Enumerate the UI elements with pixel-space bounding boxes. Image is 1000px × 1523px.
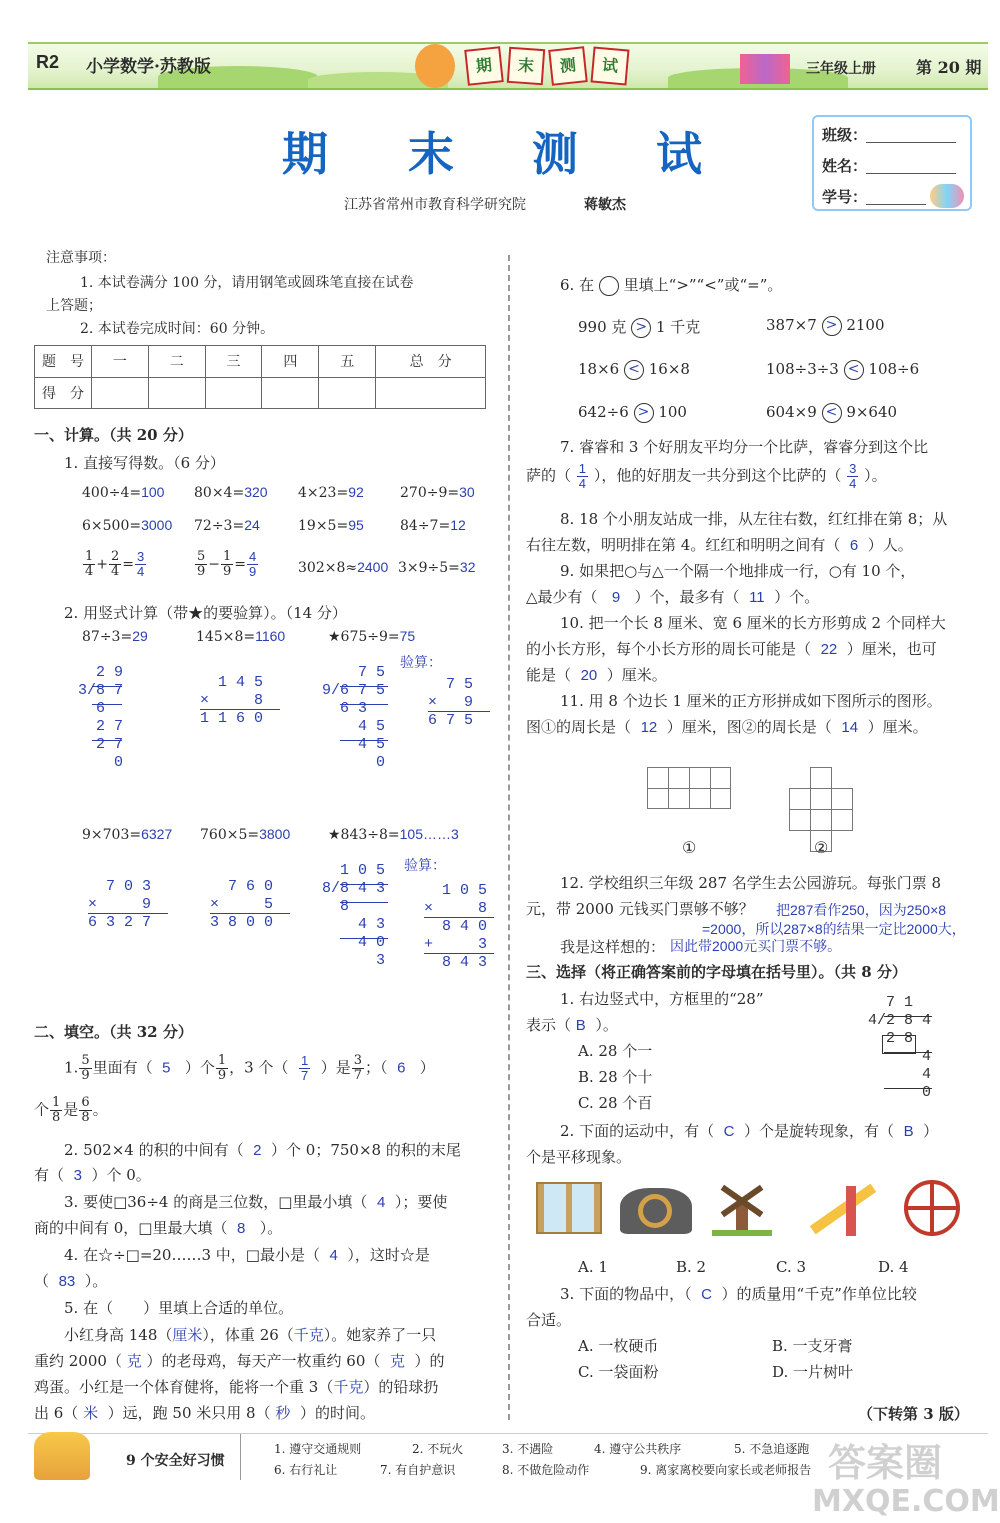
- fill-question: （ 83 ）。: [34, 1272, 108, 1290]
- vertical-calc-label: ★675÷9=75: [328, 628, 416, 645]
- header-tag: 末: [507, 47, 545, 85]
- division-line: [884, 1052, 932, 1053]
- footer-item: 1. 遵守交通规则: [274, 1442, 362, 1456]
- header-tag: 期: [464, 46, 504, 86]
- figure-2-square: [810, 809, 832, 831]
- author-name: 蒋敏杰: [584, 197, 626, 213]
- score-header-cell: 三: [205, 346, 262, 378]
- calc-item: 302×8≈2400: [298, 559, 389, 576]
- choice-option[interactable]: B. 2: [676, 1258, 707, 1276]
- question-heading: 2. 用竖式计算（带★的要验算）。（14 分）: [64, 604, 347, 622]
- header-code: R2: [36, 52, 60, 72]
- calc-item: 270÷9=30: [400, 484, 475, 501]
- score-header-cell: 二: [148, 346, 205, 378]
- class-label: 班级：: [822, 126, 868, 144]
- compare-item: 387×7 > 2100: [766, 316, 885, 334]
- choice-question: 3. 下面的物品中，（ C ）的质量用“千克”作单位比较: [560, 1285, 917, 1303]
- choice-question: 个是平移现象。: [526, 1148, 632, 1166]
- vertical-calc-label: 87÷3=29: [82, 628, 148, 645]
- fill-question: 个 $\frac{1}{8}$ 是 $\frac{6}{8}$ 。: [34, 1095, 108, 1125]
- calc-item: 80×4=320: [194, 484, 268, 501]
- score-row-label: 得 分: [35, 377, 92, 409]
- vertical-division-figure: 7 1 4/2 8 4 2 8 4 4 0: [868, 994, 932, 1101]
- check-label: 验算：: [404, 857, 446, 873]
- calc-item: 3×9÷5=32: [398, 559, 476, 576]
- fill-question: 右往左数，明明排在第 4。红红和明明之间有（ 6 ）人。: [526, 536, 913, 554]
- choice-option[interactable]: C. 3: [776, 1258, 807, 1276]
- notes-heading: 注意事项：: [46, 250, 116, 266]
- fill-question: 鸡蛋。小红是一个体育健将，能将一个重 3（千克）的铅球扔: [34, 1378, 439, 1396]
- figure-2-square: [789, 809, 811, 831]
- footer-item: 2. 不玩火: [412, 1442, 464, 1456]
- division-line: [340, 938, 388, 939]
- division-line: [92, 704, 122, 705]
- score-header-cell: 五: [319, 346, 376, 378]
- header-issue: 第 20 期: [916, 58, 982, 77]
- class-field[interactable]: [866, 142, 956, 143]
- header-tag: 试: [590, 46, 629, 85]
- fill-question: 5. 在（ ）里填上合适的单位。: [64, 1299, 294, 1317]
- title-char: 试: [656, 127, 702, 181]
- multiplication-line: [424, 917, 494, 918]
- figure-2-label: ②: [814, 838, 829, 857]
- division-line: [340, 704, 388, 705]
- choice-option[interactable]: A. 1: [578, 1258, 608, 1276]
- calc-item: 72÷3=24: [194, 517, 260, 534]
- multiplication-line: [88, 913, 168, 914]
- watermark-site: MXQE.COM: [812, 1484, 1000, 1519]
- note-item: 上答题；: [46, 298, 102, 314]
- section-heading: 一、计算。（共 20 分）: [34, 426, 193, 444]
- score-header-cell: 一: [91, 346, 148, 378]
- fill-question: 的小长方形，每个小长方形的周长可能是（ 22 ）厘米，也可: [526, 640, 937, 658]
- section-heading: 三、选择（将正确答案前的字母填在括号里）。（共 8 分）: [526, 963, 907, 981]
- score-header-cell: 题 号: [35, 346, 92, 378]
- score-cell[interactable]: [319, 377, 376, 409]
- logo-placeholder: [30, 122, 175, 208]
- fill-question: 12. 学校组织三年级 287 名学生去公园游玩。每张门票 8: [560, 874, 942, 892]
- score-cell[interactable]: [262, 377, 319, 409]
- figure-1-label: ①: [682, 838, 697, 857]
- score-cell[interactable]: [376, 377, 486, 409]
- fill-question: 小红身高 148（厘米），体重 26（千克）。她家养了一只: [64, 1326, 437, 1344]
- tiger-mascot-icon: [415, 44, 455, 88]
- sliding-window-icon: [536, 1182, 602, 1234]
- steering-wheel-icon: [620, 1188, 692, 1234]
- vertical-division-work: 2 9 3/8 7 6 2 7 2 7 0: [78, 664, 124, 771]
- choice-option[interactable]: D. 一片树叶: [772, 1363, 854, 1381]
- score-cell[interactable]: [205, 377, 262, 409]
- student-id-label: 学号：: [822, 188, 868, 206]
- division-line: [340, 902, 388, 903]
- footer-item: 4. 遵守公共秩序: [594, 1442, 682, 1456]
- name-field[interactable]: [866, 173, 956, 174]
- figure-2-square: [831, 809, 853, 831]
- fill-question: 元，带 2000 元钱买门票够不够？: [526, 900, 754, 918]
- fill-question: 7. 睿睿和 3 个好朋友平均分一个比萨，睿睿分到这个比: [560, 438, 929, 456]
- header-subject: 小学数学·苏教版: [86, 57, 211, 77]
- column-divider: [508, 255, 510, 1420]
- compare-item: 604×9 < 9×640: [766, 403, 898, 421]
- check-work: 7 5 × 9 6 7 5: [428, 676, 474, 729]
- vertical-multiplication-work: 1 4 5 × 8 1 1 6 0: [200, 674, 264, 727]
- vertical-calc-label: 9×703=6327: [82, 826, 173, 843]
- calc-item: 4×23=92: [298, 484, 364, 501]
- author-org: 江苏省常州市教育科学研究院: [344, 197, 526, 213]
- note-item: 2. 本试卷完成时间：60 分钟。: [80, 321, 275, 337]
- header-tag: 测: [548, 46, 588, 86]
- name-label: 姓名：: [822, 157, 868, 175]
- footer-item: 6. 右行礼让: [274, 1463, 338, 1477]
- choice-option[interactable]: C. 一袋面粉: [578, 1363, 659, 1381]
- fill-question: 重约 2000（ 克 ）的老母鸡，每天产一枚重约 60（ 克 ）的: [34, 1352, 445, 1370]
- fraction-calc-item: $\frac{5}{9}$ − $\frac{1}{9}$ = $\frac{4}{9}$: [197, 549, 257, 579]
- vertical-multiplication-work: 7 6 0 × 5 3 8 0 0: [210, 878, 274, 931]
- score-header-cell: 总 分: [376, 346, 486, 378]
- addition-line: [424, 953, 494, 954]
- fill-question: △最少有（ 9 ）个，最多有（ 11 ）个。: [526, 588, 820, 606]
- division-line: [884, 1088, 932, 1089]
- section-heading: 二、填空。（共 32 分）: [34, 1023, 193, 1041]
- watermark-text: 答案圈: [828, 1441, 943, 1485]
- fill-question: 9. 如果把○与△一个隔一个地排成一行，○有 10 个，: [560, 562, 916, 580]
- blank-circle-icon: [599, 276, 619, 296]
- score-table: [34, 345, 486, 409]
- division-bar: [92, 686, 122, 687]
- score-cell[interactable]: [91, 377, 148, 409]
- fill-question: 萨的（ $\frac{1}{4}$ ），他的好朋友一共分到这个比萨的（ $\frac{3}{4}$ ）。: [526, 461, 887, 491]
- check-work: 1 0 5 × 8 8 4 0 + 3 8 4 3: [424, 882, 488, 971]
- note-item: 1. 本试卷满分 100 分，请用钢笔或圆珠笔直接在试卷: [80, 275, 414, 291]
- figure-2-square: [810, 788, 832, 810]
- division-bar: [340, 884, 388, 885]
- choice-question: 2. 下面的运动中，有（ C ）个是旋转现象，有（ B ）: [560, 1122, 939, 1140]
- division-bar: [340, 686, 388, 687]
- vertical-division-work: 7 5 9/6 7 5 6 3 4 5 4 5 0: [322, 664, 386, 771]
- score-cell[interactable]: [148, 377, 205, 409]
- choice-option[interactable]: A. 28 个一: [578, 1042, 653, 1060]
- choice-option[interactable]: A. 一枚硬币: [578, 1337, 659, 1355]
- multiplication-line: [428, 711, 490, 712]
- footer-item: 7. 有自护意识: [380, 1463, 456, 1477]
- fill-question: 能是（ 20 ）厘米。: [526, 666, 667, 684]
- fill-question: 3. 要使□36÷4 的商是三位数，□里最小填（ 4 ）；要使: [64, 1193, 448, 1211]
- giraffe-icon: [930, 184, 964, 208]
- vertical-calc-label: 760×5=3800: [200, 826, 291, 843]
- question-heading: 1. 直接写得数。（6 分）: [64, 454, 225, 472]
- ferris-wheel-icon: [904, 1180, 960, 1236]
- footer-item: 3. 不遇险: [502, 1442, 554, 1456]
- footer-item: 9. 离家离校要向家长或老师报告: [640, 1463, 812, 1477]
- fill-question: 8. 18 个小朋友站成一排，从左往右数，红红排在第 8；从: [560, 510, 948, 528]
- calc-item: 19×5=95: [298, 517, 364, 534]
- fill-question: 10. 把一个长 8 厘米、宽 6 厘米的长方形剪成 2 个同样大: [560, 614, 946, 632]
- figure-2-square: [831, 788, 853, 810]
- choice-option[interactable]: D. 4: [878, 1258, 909, 1276]
- title-char: 末: [408, 127, 454, 181]
- choice-question: 1. 右边竖式中，方框里的“28”: [560, 990, 764, 1008]
- figure-1-grid: [647, 767, 731, 809]
- giraffe-mascot-icon: [34, 1432, 90, 1480]
- fill-question: 有（ 3 ）个 0。: [34, 1166, 151, 1184]
- fill-question: 我是这样想的：: [560, 938, 666, 956]
- calc-item: 84÷7=12: [400, 517, 466, 534]
- choice-option[interactable]: B. 一支牙膏: [772, 1337, 853, 1355]
- division-bar: [884, 1016, 932, 1017]
- fill-question: 6. 在 里填上“>”“<”或“=”。: [560, 276, 783, 294]
- fill-question: 1. $\frac{5}{9}$ 里面有（ 5 ）个 $\frac{1}{9}$ ，3 个（ $\frac{1}{7}$ ）是 $\frac{3}{7}$ ；（ 6 ）: [64, 1053, 435, 1083]
- compare-item: 108÷3÷3 < 108÷6: [766, 360, 920, 378]
- answer-text: 因此带2000元买门票不够。: [670, 938, 842, 954]
- multiplication-line: [210, 913, 290, 914]
- fill-question: 商的中间有 0，□里最大填（ 8 ）。: [34, 1219, 283, 1237]
- multiplication-line: [200, 709, 280, 710]
- title-char: 期: [282, 127, 328, 181]
- compare-item: 990 克 > 1 千克: [578, 318, 701, 336]
- student-id-field[interactable]: [866, 204, 926, 205]
- fill-question: 2. 502×4 的积的中间有（ 2 ）个 0；750×8 的积的末尾: [64, 1141, 461, 1159]
- calc-item: 400÷4=100: [82, 484, 165, 501]
- footer-item: 5. 不急追逐跑: [734, 1442, 810, 1456]
- answer-text: 把287看作250，因为250×8: [776, 902, 947, 918]
- castle-icon: [740, 54, 790, 84]
- figure-2-square: [810, 767, 832, 789]
- fill-question: 4. 在☆÷□=20……3 中，□最小是（ 4 ），这时☆是: [64, 1246, 430, 1264]
- fill-question: 出 6（ 米 ）远，跑 50 米只用 8（ 秒 ）的时间。: [34, 1404, 375, 1422]
- check-label: 验算：: [400, 654, 442, 670]
- choice-question: 表示（ B ）。: [526, 1016, 618, 1034]
- fill-question: 图①的周长是（ 12 ）厘米，图②的周长是（ 14 ）厘米。: [526, 718, 928, 736]
- footer-item: 8. 不做危险动作: [502, 1463, 590, 1477]
- choice-option[interactable]: B. 28 个十: [578, 1068, 653, 1086]
- choice-option[interactable]: C. 28 个百: [578, 1094, 653, 1112]
- calc-item: 6×500=3000: [82, 517, 173, 534]
- compare-item: 18×6 < 16×8: [578, 360, 690, 378]
- score-header-cell: 四: [262, 346, 319, 378]
- vertical-division-work: 1 0 5 8/8 4 3 8 4 3 4 0 3: [322, 862, 386, 969]
- footer-title: 9 个安全好习惯: [126, 1453, 225, 1469]
- division-line: [340, 740, 388, 741]
- footer-divider: [240, 1434, 241, 1480]
- title-char: 测: [532, 127, 578, 181]
- vertical-multiplication-work: 7 0 3 × 9 6 3 2 7: [88, 878, 152, 931]
- fill-question: 11. 用 8 个边长 1 厘米的正方形拼成如下图所示的图形。: [560, 692, 942, 710]
- continue-note: （下转第 3 版）: [858, 1405, 969, 1423]
- slide-icon: [800, 1182, 880, 1236]
- fraction-calc-item: $\frac{1}{4}$ + $\frac{2}{4}$ = $\frac{3}{4}$: [85, 549, 145, 579]
- figure-2-square: [789, 788, 811, 810]
- header-grade: 三年级上册: [806, 61, 876, 77]
- division-line: [92, 740, 122, 741]
- windmill-icon: [712, 1180, 772, 1236]
- answer-text: =2000，所以287×8的结果一定比2000大，: [702, 921, 966, 937]
- compare-item: 642÷6 > 100: [578, 403, 687, 421]
- choice-question: 合适。: [526, 1311, 572, 1329]
- vertical-calc-label: ★843÷8=105……3: [328, 826, 459, 843]
- vertical-calc-label: 145×8=1160: [196, 628, 286, 645]
